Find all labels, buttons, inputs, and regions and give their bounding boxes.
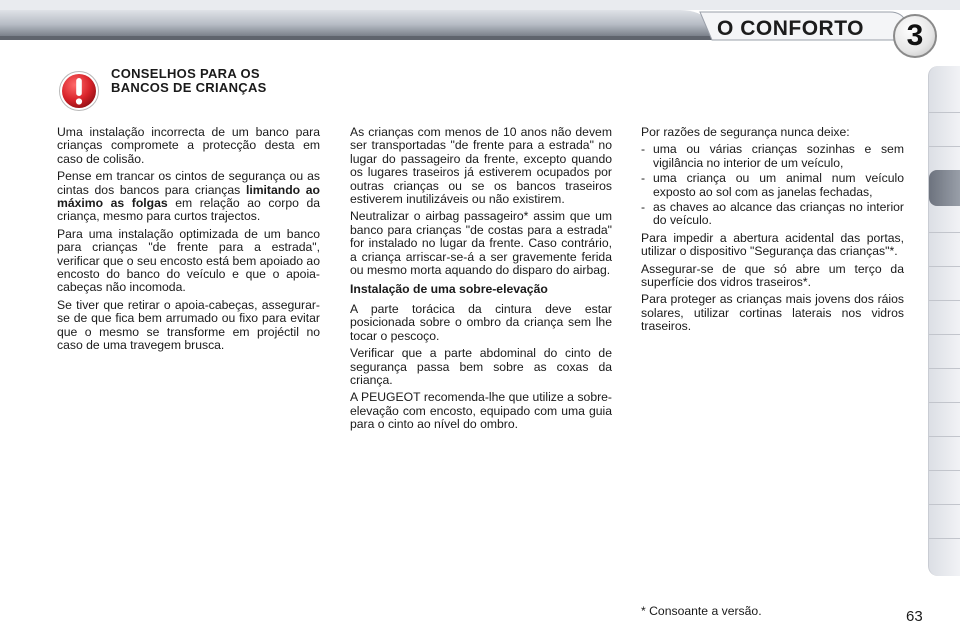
chapter-title: O CONFORTO <box>717 17 864 40</box>
list-item: - uma ou várias crianças sozinhas e sem vigilância no interior de um veículo, <box>641 143 904 170</box>
chapter-tab-divider <box>929 146 960 147</box>
paragraph: Uma instalação incorrecta de um banco para crianças compromete a protecção desta em caso de colisão. <box>57 125 320 166</box>
chapter-tab-divider <box>929 266 960 267</box>
exclamation-circle-icon <box>58 70 100 112</box>
chapter-tab-divider <box>929 300 960 301</box>
chapter-tab-divider <box>929 112 960 113</box>
paragraph: Para proteger as crianças mais jovens dos ráios solares, utilizar cortinas laterais nos vidros traseiros. <box>641 292 904 334</box>
chapter-tab-divider <box>929 232 960 233</box>
paragraph: As crianças com menos de 10 anos não devem ser transportadas "de frente para a estrada" no lugar do passageiro da frente, excepto quando os lugares traseiros já estiverem ocupados por outras crianças ou se os bancos traseiros estiverem inutilizáveis ou não existirem. <box>350 125 612 207</box>
paragraph: Para impedir a abertura acidental das portas, utilizar o dispositivo "Segurança das crianças"*. <box>641 230 904 259</box>
bullet-list <box>641 143 904 227</box>
chapter-tab-divider <box>929 402 960 403</box>
chapter-tab-divider <box>929 368 960 369</box>
header-bar <box>0 0 960 50</box>
page-number: 63 <box>906 608 923 625</box>
chapter-tab-divider <box>929 470 960 471</box>
chapter-number-badge: 3 <box>893 14 937 58</box>
paragraph: Para uma instalação optimizada de um banco para crianças "de frente para a estrada", verificar que o seu encosto está bem apoiado ao encosto do banco do veículo e que o apoia-cabeças não incomoda. <box>57 226 320 295</box>
text-column-1 <box>57 126 320 357</box>
paragraph-text: Pense em trancar os cintos de segurança ou as cintas dos bancos para crianças <box>57 169 320 197</box>
paragraph: Neutralizar o airbag passageiro* assim que um banco para crianças "de costas para a estrada" for instalado no lugar da frente. Caso contrário, a criança arriscar-se-á a ser gravemente ferida ou mesmo morta aquando do disparo do airbag. <box>350 209 612 278</box>
paragraph: Verificar que a parte abdominal do cinto de segurança passa bem sobre as coxas da criança. <box>350 346 612 387</box>
text-column-3 <box>641 126 904 338</box>
chapter-tab-active <box>929 170 960 206</box>
paragraph-text: em relação ao corpo da criança, mesmo para curtos trajectos. <box>57 196 321 224</box>
emphasis-text: limitando ao máximo as folgas <box>57 182 320 211</box>
text-column-2 <box>350 126 612 436</box>
paragraph <box>57 170 320 224</box>
paragraph: Assegurar-se de que só abre um terço da superfície dos vidros traseiros*. <box>641 261 904 290</box>
footnote: * Consoante a versão. <box>641 604 762 618</box>
list-item: - as chaves ao alcance das crianças no interior do veículo. <box>641 201 904 228</box>
list-item: - uma criança ou um animal num veículo exposto ao sol com as janelas fechadas, <box>641 172 904 199</box>
chapter-tabs <box>928 66 960 576</box>
chapter-tab-divider <box>929 334 960 335</box>
paragraph: Se tiver que retirar o apoia-cabeças, assegurar-se de que fica bem arrumado ou fixo para evitar que o mesmo se transforme em projéctil no caso de uma travegem brusca. <box>57 297 320 353</box>
paragraph: A PEUGEOT recomenda-lhe que utilize a sobre-elevação com encosto, equipado com uma guia para o cinto ao nível do ombro. <box>350 390 612 432</box>
subheading: Instalação de uma sobre-elevação <box>350 282 548 297</box>
chapter-tab-divider <box>929 538 960 539</box>
section-title-line: BANCOS DE CRIANÇAS <box>111 80 267 95</box>
chapter-tab-divider <box>929 504 960 505</box>
paragraph: Por razões de segurança nunca deixe: <box>641 125 850 139</box>
section-title <box>111 67 267 95</box>
section-title-line: CONSELHOS PARA OS <box>111 66 260 81</box>
chapter-tab-divider <box>929 436 960 437</box>
paragraph: A parte torácica da cintura deve estar posicionada sobre o ombro da criança sem lhe tocar o pescoço. <box>350 301 612 343</box>
